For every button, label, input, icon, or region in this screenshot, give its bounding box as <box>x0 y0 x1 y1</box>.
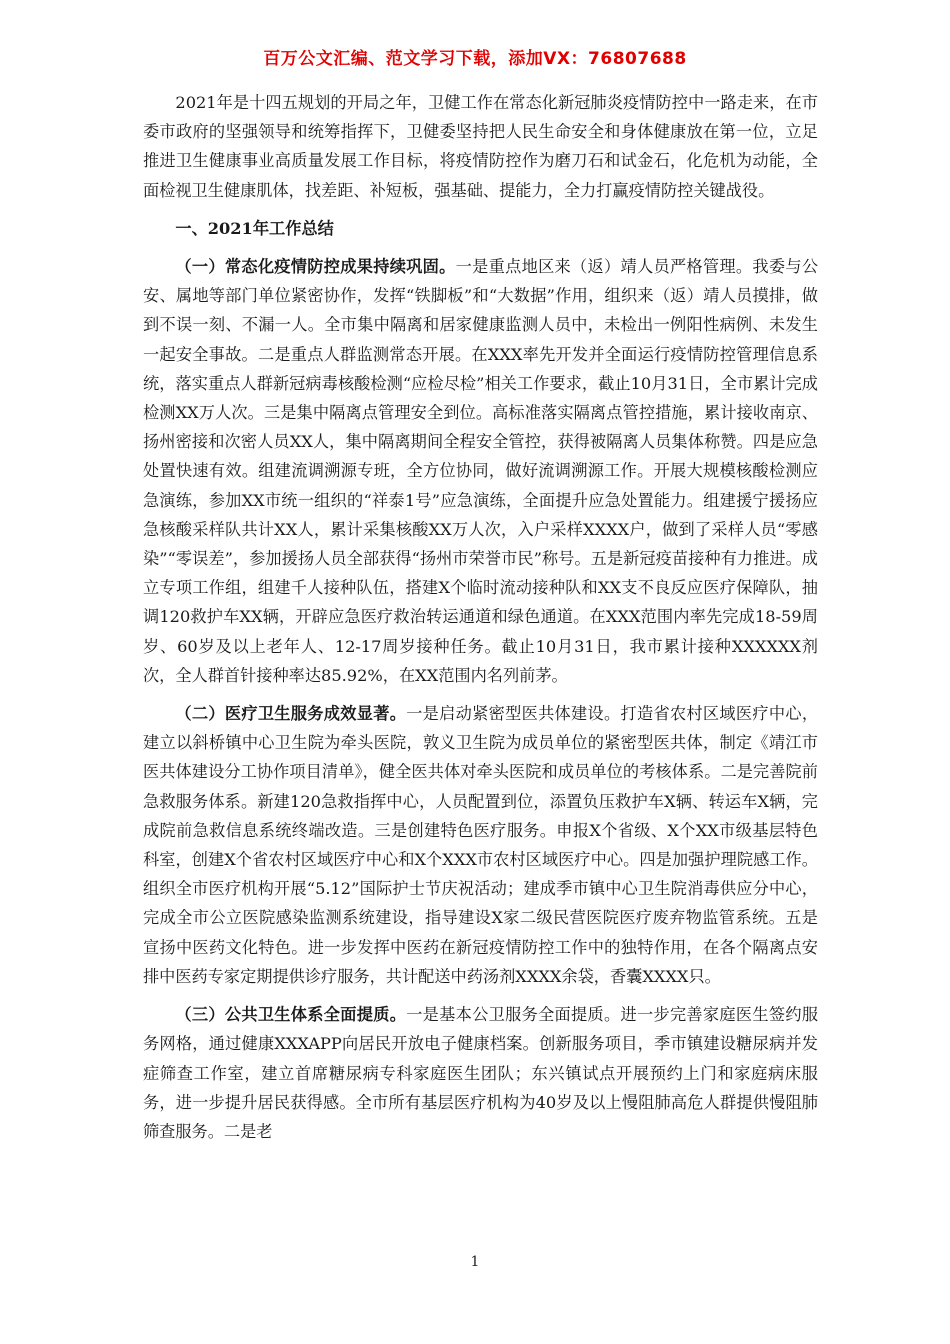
section-heading: 一、2021年工作总结 <box>175 218 334 238</box>
paragraph-text: 一是重点地区来（返）靖人员严格管理。我委与公安、属地等部门单位紧密协作，发挥“铁脚板”和“大数据”作用，组织来（返）靖人员摸排，做到不误一刻、不漏一人。全市集中隔离和居家健康监测人员中，未检出一例阳性病例、未发生一起安全事故。二是重点人群监测常态开展。在XXX率先开发并全面运行疫情防控管理信息系统，落实重点人群新冠病毒核酸检测“应检尽检”相关工作要求，截止10月31日，全市累计完成检测XX万人次。三是集中隔离点管理安全到位。高标准落实隔离点管控措施，累计接收南京、扬州密接和次密人员XX人，集中隔离期间全程安全管控，获得被隔离人员集体称赞。四是应急处置快速有效。组建流调溯源专班，全方位协同，做好流调溯源工作。开展大规模核酸检测应急演练，参加XX市统一组织的“祥泰1号”应急演练，全面提升应急处置能力。组建援宁援扬应急核酸采样队共计XX人，累计采集核酸XX万人次，入户采样XXXX户，做到了采样人员“零感染”“零误差”，参加援扬人员全部获得“扬州市荣誉市民”称号。五是新冠疫苗接种有力推进。成立专项工作组，组建千人接种队伍，搭建X个临时流动接种队和XX支不良反应医疗保障队，抽调120救护车XX辆，开辟应急医疗救治转运通道和绿色通道。在XXX范围内率先完成18-59周岁、60岁及以上老年人、12-17周岁接种任务。截止10月31日，我市累计接种XXXXXX剂次，全人群首针接种率达85.92%，在XX范围内名列前茅。 <box>143 257 819 685</box>
paragraph-medical-services <box>143 699 818 991</box>
paragraph-lead: （三）公共卫生体系全面提质。 <box>175 1005 407 1025</box>
paragraph-text: 一是启动紧密型医共体建设。打造省农村区域医疗中心，建立以斜桥镇中心卫生院为牵头医院，敦义卫生院为成员单位的紧密型医共体，制定《靖江市医共体建设分工协作项目清单》，健全医共体对牵头医院和成员单位的考核体系。二是完善院前急救服务体系。新建120急救指挥中心，人员配置到位，添置负压救护车X辆、转运车X辆，完成院前急救信息系统终端改造。三是创建特色医疗服务。申报X个省级、X个XX市级基层特色科室，创建X个省农村区域医疗中心和X个XXX市农村区域医疗中心。四是加强护理院感工作。组织全市医疗机构开展“5.12”国际护士节庆祝活动；建成季市镇中心卫生院消毒供应分中心，完成全市公立医院感染监测系统建设，指导建设X家二级民营医院医疗废弃物监管系统。五是宣扬中医药文化特色。进一步发挥中医药在新冠疫情防控工作中的独特作用，在各个隔离点安排中医药专家定期提供诊疗服务，共计配送中药汤剂XXXX余袋，香囊XXXX只。 <box>143 704 819 986</box>
paragraph-lead: （二）医疗卫生服务成效显著。 <box>175 704 407 724</box>
paragraph-public-health <box>143 1000 818 1146</box>
watermark-banner: 百万公文汇编、范文学习下载，添加VX：76807688 <box>263 49 687 69</box>
document-body <box>143 88 818 1146</box>
intro-paragraph: 2021年是十四五规划的开局之年，卫健工作在常态化新冠肺炎疫情防控中一路走来，在市委市政府的坚强领导和统筹指挥下，卫健委坚持把人民生命安全和身体健康放在第一位，立足推进卫生健康事业高质量发展工作目标，将疫情防控作为磨刀石和试金石，化危机为动能，全面检视卫生健康肌体，找差距、补短板，强基础、提能力，全力打赢疫情防控关键战役。 <box>143 93 818 200</box>
paragraph-epidemic-control <box>143 252 818 690</box>
page-number: 1 <box>470 1254 480 1270</box>
paragraph-text: 一是基本公卫服务全面提质。进一步完善家庭医生签约服务网格，通过健康XXXAPP向居民开放电子健康档案。创新服务项目，季市镇建设糖尿病并发症筛查工作室，建立首席糖尿病专科家庭医生团队；东兴镇试点开展预约上门和家庭病床服务，进一步提升居民获得感。全市所有基层医疗机构为40岁及以上慢阻肺高危人群提供慢阻肺筛查服务。二是老 <box>143 1005 819 1141</box>
paragraph-lead: （一）常态化疫情防控成果持续巩固。 <box>175 257 456 277</box>
